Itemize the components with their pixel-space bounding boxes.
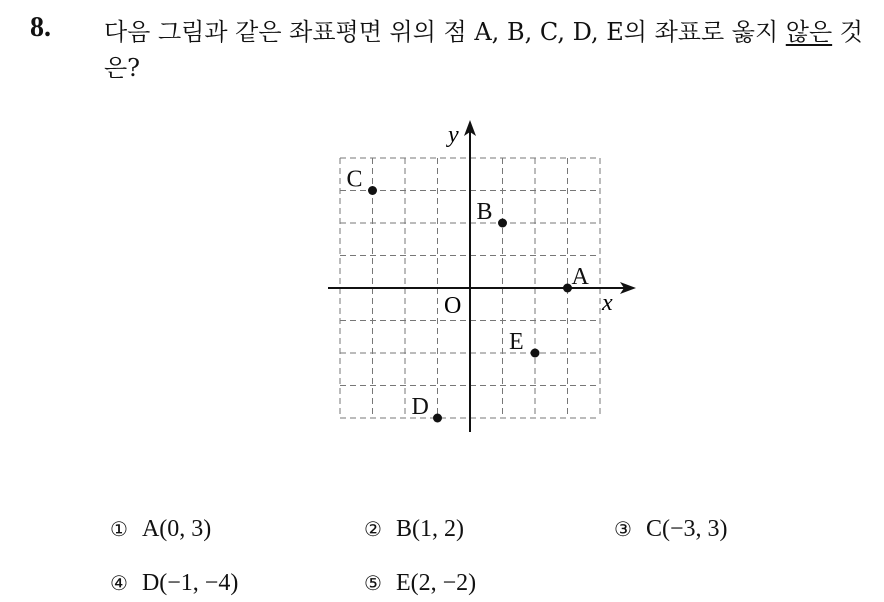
choice-marker: ③ [614,517,632,541]
question-text-main: 다음 그림과 같은 좌표평면 위의 점 A, B, C, D, E의 좌표로 옳지 [104,18,786,46]
point-label-e: E [509,329,524,355]
choice-marker: ⑤ [364,571,382,595]
choice-marker: ① [110,517,128,541]
question-text [104,14,864,86]
point-label-d: D [411,394,429,420]
point-label-b: B [476,199,493,225]
coordinate-plane [320,118,640,438]
choice-marker: ② [364,517,382,541]
choice-text: D(−1, −4) [141,570,239,596]
x-axis-label: x [602,290,613,316]
choice-text: A(0, 3) [141,516,212,542]
choice-5[interactable] [364,570,476,597]
choice-1[interactable] [110,516,211,543]
question-emphasis: 않은 [785,18,833,46]
point-b [498,219,507,228]
question-text-end: 것은? [104,18,863,82]
points [347,167,590,423]
y-axis-label: y [448,122,459,148]
question-number: 8. [30,12,51,43]
origin-label: O [444,293,462,319]
coordinate-plane-figure [320,118,640,438]
choice-2[interactable] [364,516,464,543]
point-d [433,414,442,423]
choice-text: E(2, −2) [395,570,477,596]
point-label-c: C [346,166,363,193]
choice-text: C(−3, 3) [645,516,728,542]
point-c [368,186,377,195]
point-e [531,349,540,358]
choice-text: B(1, 2) [395,516,464,542]
choice-3[interactable] [614,516,727,543]
choice-4[interactable] [110,570,238,597]
choice-marker: ④ [110,571,128,595]
point-label-a: A [571,264,589,290]
